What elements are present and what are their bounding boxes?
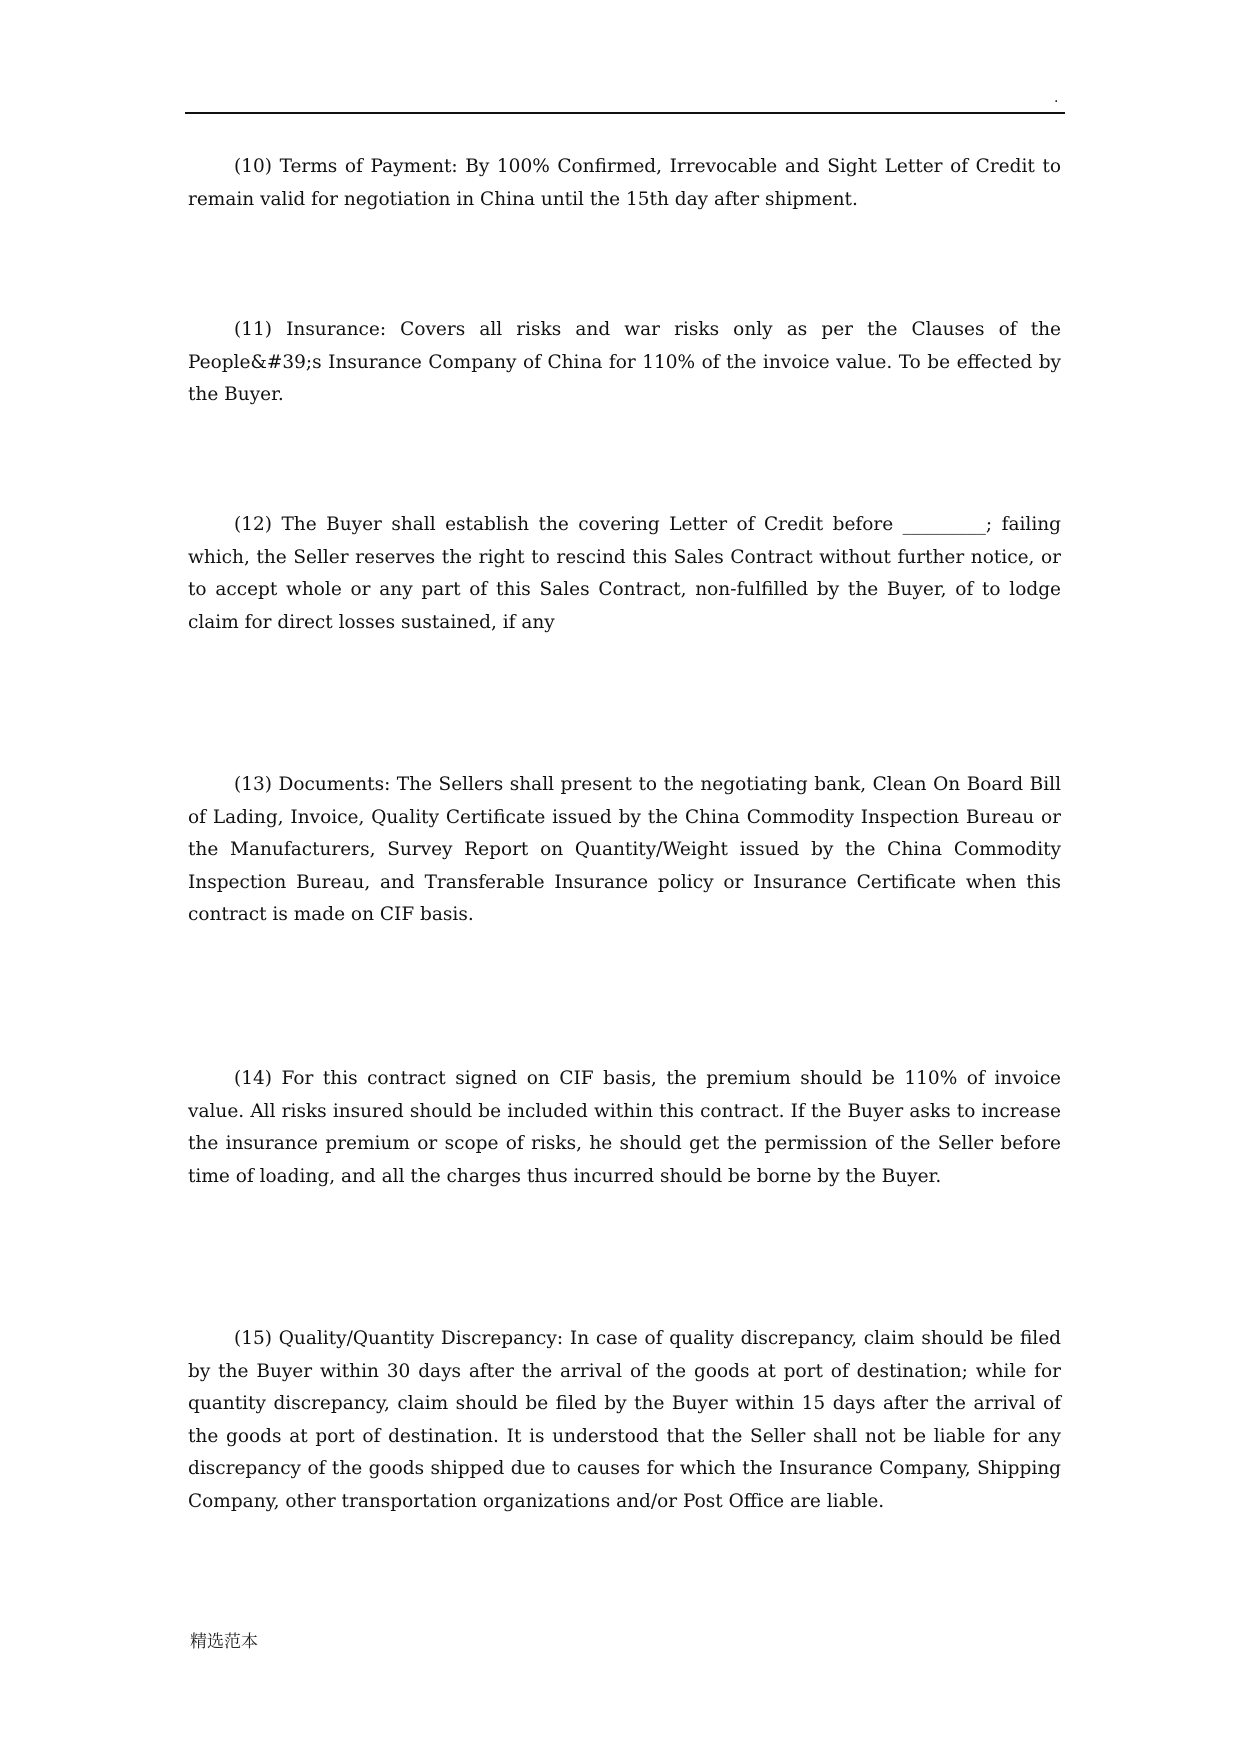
- clause-11-insurance: (11) Insurance: Covers all risks and war risks only as per the Clauses of the People&#39;s Insurance Company of China for 110% of the invoice value. To be effected by the Buyer.: [188, 319, 1061, 406]
- header-rule: [185, 112, 1065, 114]
- header-mark: .: [1054, 90, 1059, 106]
- clause-14-cif-premium: (14) For this contract signed on CIF basis, the premium should be 110% of invoice value. All risks insured should be included within this contract. If the Buyer asks to increase the insurance premium or scope of risks, he should get the permission of the Seller before time of loading, and all the charges thus incurred should be borne by the Buyer.: [188, 1068, 1061, 1187]
- clause-15-quality-quantity-discrepancy: (15) Quality/Quantity Discrepancy: In case of quality discrepancy, claim should be filed by the Buyer within 30 days after the arrival of the goods at port of destination; while for quantity discrepancy, claim should be filed by the Buyer within 15 days after the arrival of the goods at port of destination. It is understood that the Seller shall not be liable for any discrepancy of the goods shipped due to causes for which the Insurance Company, Shipping Company, other transportation organizations and/or Post Office are liable.: [188, 1328, 1061, 1512]
- clause-13-documents: (13) Documents: The Sellers shall present to the negotiating bank, Clean On Board Bill of Lading, Invoice, Quality Certificate issued by the China Commodity Inspection Bureau or the Manufacturers, Survey Report on Quantity/Weight issued by the China Commodity Inspection Bureau, and Transferable Insurance policy or Insurance Certificate when this contract is made on CIF basis.: [188, 774, 1061, 926]
- footer-text: 精选范本: [190, 1632, 258, 1652]
- clause-10-terms-of-payment: (10) Terms of Payment: By 100% Confirmed, Irrevocable and Sight Letter of Credit to remain valid for negotiation in China until the 15th day after shipment.: [188, 156, 1061, 210]
- clause-12-letter-of-credit: (12) The Buyer shall establish the covering Letter of Credit before _________; failing which, the Seller reserves the right to rescind this Sales Contract without further notice, or to accept whole or any part of this Sales Contract, non-fulfilled by the Buyer, of to lodge claim for direct losses sustained, if any: [188, 514, 1061, 633]
